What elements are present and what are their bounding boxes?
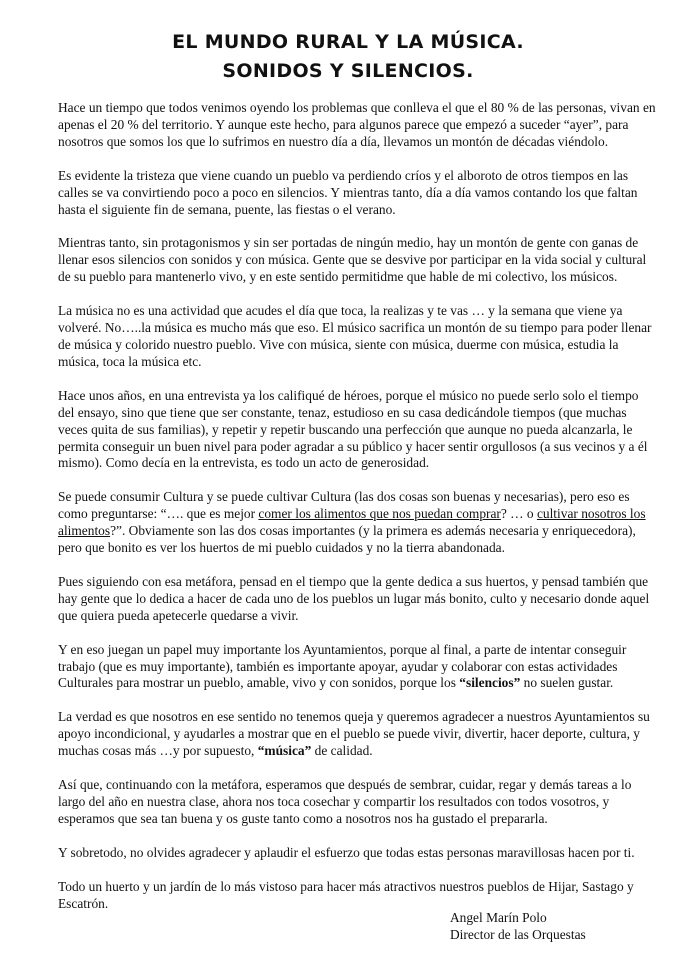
bold-word-silencios: “silencios” — [459, 675, 521, 691]
signature-block — [450, 910, 586, 944]
paragraph-1: Hace un tiempo que todos venimos oyendo los problemas que conlleva el que el 80 % de las personas, vivan en apenas el 20 % del territorio. Y aunque este hecho, para algunos parece que empezó a suceder “ayer”, para nosotros que somos los que lo sufrimos en nuestro día a día, llevamos un montón de décadas viéndolo. — [58, 100, 656, 149]
paragraph-9 — [58, 709, 658, 760]
signature-name: Angel Marín Polo — [450, 910, 547, 925]
paragraph-10: Así que, continuando con la metáfora, esperamos que después de sembrar, cuidar, regar y demás tareas a lo largo del año en nuestra clase, ahora nos toca cosechar y compartir los resultados con todos vosotros, y esperamos que sea tan buena y os guste tanto como a nosotros nos ha gustado el prepararla. — [58, 777, 632, 826]
paragraph-3: Mientras tanto, sin protagonismos y sin ser portadas de ningún medio, hay un montón de gente con ganas de llenar esos silencios con sonidos y con música. Gente que se desvive por participar en la vida social y cultural de su pueblo para mantenerlo vivo, y en este sentido permitidme que hable de mi colectivo, los músicos. — [58, 235, 647, 285]
paragraph-8 — [58, 642, 658, 693]
paragraph-8-text-a: Y en eso juegan un papel muy importante los Ayuntamientos, porque al final, a parte de intentar conseguir trabajo (que es muy importante), también es importante apoyar, ayudar y colaborar con estas actividades Culturales para mostrar un pueblo, amable, vivo y con sonidos, porque los — [58, 641, 627, 691]
paragraph-9-text-c: de calidad. — [311, 743, 373, 759]
document-title — [0, 28, 696, 86]
paragraph-6-text-e: ?”. Obviamente son las dos cosas importantes (y la primera es además necesaria y enriquecedora), pero que bonito es ver los huertos de mi pueblo cuidados y no la tierra abandonada. — [58, 523, 636, 556]
title-line-2: SONIDOS Y SILENCIOS. — [222, 60, 474, 82]
paragraph-2: Es evidente la tristeza que viene cuando un pueblo va perdiendo críos y el alboroto de otros tiempos en las calles se va convirtiendo poco a poco en silencios. Y mientras tanto, día a día vamos contando los que faltan hasta el siguiente fin de semana, puente, las fiestas o el verano. — [58, 167, 638, 217]
document-body — [58, 100, 658, 930]
paragraph-5: Hace unos años, en una entrevista ya los califiqué de héroes, porque el músico no puede serlo solo el tiempo del ensayo, sino que tiene que ser constante, tenaz, estudioso en su casa dedicándole tiempos (que muchas veces quita de sus familias), y repetir y repetir buscando una perfección que aunque no pueda alcanzarla, le permita conseguir un buen nivel para poder agradar a su público y hacer sentir orgullosos (a sus vecinos y a él mismo). Como decía en la entrevista, es todo un acto de generosidad. — [58, 387, 648, 471]
paragraph-4: La música no es una actividad que acudes el día que toca, la realizas y te vas … y la semana que viene ya volveré. No…..la música es mucho más que eso. El músico sacrifica un montón de su tiempo para poder llenar de música y colorido nuestro pueblo. Vive con música, siente con música, duerme con música, estudia la música, toca la música etc. — [58, 303, 652, 369]
bold-word-musica: “música” — [257, 743, 312, 759]
signature-role: Director de las Orquestas — [450, 926, 586, 942]
underlined-phrase-cultivate: cultivar nosotros los alimentos — [58, 506, 646, 539]
paragraph-12: Todo un huerto y un jardín de lo más vistoso para hacer más atractivos nuestros pueblos de Hijar, Sastago y Escatrón. — [58, 878, 634, 911]
paragraph-9-text-a: La verdad es que nosotros en ese sentido no tenemos queja y queremos agradecer a nuestros Ayuntamientos su apoyo incondicional, y ayudarles a mostrar que en el pueblo se puede vivir, divertir, hacer deporte, cultura, y muchas cosas más …y por supuesto, — [58, 709, 650, 759]
paragraph-6 — [58, 489, 658, 557]
title-line-1: EL MUNDO RURAL Y LA MÚSICA. — [172, 31, 524, 53]
paragraph-8-text-c: no suelen gustar. — [520, 675, 614, 691]
paragraph-7: Pues siguiendo con esa metáfora, pensad en el tiempo que la gente dedica a sus huertos, y pensad también que hay gente que lo dedica a hacer de cada uno de los pueblos un lugar más bonito, culto y necesario donde aquel que quiera pueda apetecerle quedarse a vivir. — [58, 573, 650, 623]
underlined-phrase-consume: comer los alimentos que nos puedan comprar — [258, 506, 501, 522]
paragraph-6-text-c: ? … o — [500, 506, 537, 522]
paragraph-11: Y sobretodo, no olvides agradecer y aplaudir el esfuerzo que todas estas personas maravillosas hacen por ti. — [58, 844, 635, 860]
paragraph-6-text-a: Se puede consumir Cultura y se puede cultivar Cultura (las dos cosas son buenas y necesarias), pero eso es como preguntarse: “…. que es mejor — [58, 489, 630, 522]
